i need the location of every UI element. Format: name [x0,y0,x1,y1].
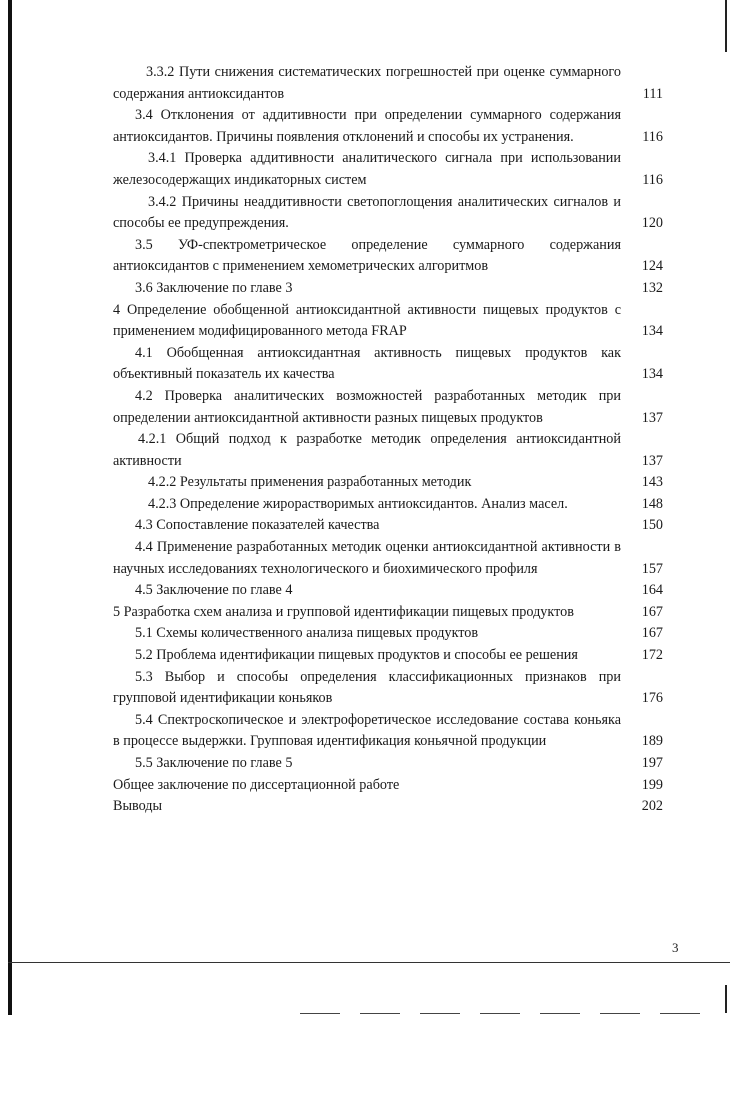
toc-entry [113,537,663,580]
toc-entry-page: 189 [641,733,663,750]
toc-entry-title: 5.5 Заключение по главе 5 [135,755,293,771]
table-of-contents [113,62,663,818]
toc-entry-title: 4.2.2 Результаты применения разработанных методик [148,474,472,491]
toc-entry-page: 116 [642,128,663,145]
toc-entry-title: Выводы [113,798,163,815]
toc-entry-title: 3.5 УФ-спектрометрическое определение суммарного содержания антиоксидантов с применением хемометрических алгоритмов [113,236,621,275]
toc-entry-title: 5.4 Спектроскопическое и электрофоретическое исследование состава коньяка в процессе выдержки. Групповая идентификация коньячной продукции [113,711,621,750]
toc-entry-title: 4.5 Заключение по главе 4 [135,582,293,599]
toc-entry-title: 3.3.2 Пути снижения систематических погрешностей при оценке суммарного содержания антиоксидантов [113,64,621,102]
scan-border-left [8,0,12,1015]
toc-entry-page: 143 [641,474,663,491]
toc-entry-page: 124 [641,258,663,275]
toc-entry [113,580,663,602]
toc-entry [113,62,663,105]
toc-entry-title: 3.4 Отклонения от аддитивности при определении суммарного содержания антиоксидантов. Причины появления отклонений и способы их устранения. [113,107,621,145]
toc-entry-title: 3.4.2 Причины неаддитивности светопоглощения аналитических сигналов и способы ее предупреждения. [113,193,621,232]
toc-entry [113,515,663,537]
toc-entry-page: 150 [641,517,663,534]
toc-entry [113,148,663,191]
toc-entry-page: 132 [641,279,663,296]
toc-entry-page: 197 [641,755,663,771]
toc-entry [113,602,663,624]
toc-entry-title: 5.3 Выбор и способы определения классификационных признаков при групповой идентификации коньяков [113,668,621,707]
toc-entry-page: 164 [641,582,663,599]
toc-entry-title: 4.1 Обобщенная антиоксидантная активность пищевых продуктов как объективный показатель их качества [113,344,621,383]
scan-border-bottom [8,962,730,963]
toc-entry-title: 3.4.1 Проверка аддитивности аналитического сигнала при использовании железосодержащих индикаторных систем [113,150,621,188]
toc-entry-page: 116 [642,171,663,188]
toc-entry [113,472,663,494]
toc-entry-page: 167 [641,625,663,642]
toc-entry [113,192,663,235]
toc-entry [113,623,663,645]
toc-entry-title: 4.2.1 Общий подход к разработке методик определения антиоксидантной активности [113,431,621,469]
toc-entry-page: 157 [641,560,663,577]
toc-entry-page: 134 [641,323,663,340]
scan-border-right-top [725,0,727,52]
toc-entry [113,278,663,300]
toc-entry [113,429,663,472]
toc-entry-page: 172 [641,647,663,664]
toc-entry [113,796,663,818]
toc-entry [113,235,663,278]
toc-entry-page: 137 [641,452,663,469]
scan-border-bottom-dashed [300,1013,720,1014]
toc-entry-page: 176 [641,690,663,707]
toc-entry [113,645,663,667]
toc-entry-page: 167 [641,603,663,620]
toc-entry-title: 4.4 Применение разработанных методик оценки антиоксидантной активности в научных исследованиях технологического и биохимического профиля [113,539,621,577]
page-number: 3 [672,940,679,955]
toc-entry [113,494,663,516]
toc-entry-page: 120 [641,215,663,232]
toc-entry [113,105,663,148]
toc-entry [113,710,663,753]
toc-entry-page: 111 [642,85,663,102]
toc-entry [113,753,663,775]
toc-entry-title: 3.6 Заключение по главе 3 [135,279,293,296]
toc-entry-title: 4 Определение обобщенной антиоксидантной активности пищевых продуктов с применением модифицированного метода FRAP [113,301,621,340]
toc-entry-title: 5.1 Схемы количественного анализа пищевых продуктов [135,625,479,642]
toc-entry [113,667,663,710]
toc-entry-page: 148 [641,495,663,512]
toc-entry-title: 5 Разработка схем анализа и групповой идентификации пищевых продуктов [113,603,574,620]
toc-entry-title: 4.3 Сопоставление показателей качества [135,517,380,534]
toc-entry [113,775,663,797]
toc-entry [113,343,663,386]
toc-entry-page: 137 [641,409,663,426]
toc-entry [113,386,663,429]
scan-border-right-bottom [725,985,727,1013]
toc-entry [113,300,663,343]
toc-entry-title: Общее заключение по диссертационной работе [113,776,400,793]
toc-entry-title: 4.2.3 Определение жирорастворимых антиоксидантов. Анализ масел. [148,495,568,512]
toc-entry-title: 4.2 Проверка аналитических возможностей разработанных методик при определении антиоксидантной активности разных пищевых продуктов [113,387,621,426]
toc-entry-title: 5.2 Проблема идентификации пищевых продуктов и способы ее решения [135,647,578,664]
toc-entry-page: 202 [641,798,663,815]
toc-entry-page: 199 [641,776,663,793]
toc-entry-page: 134 [641,366,663,383]
